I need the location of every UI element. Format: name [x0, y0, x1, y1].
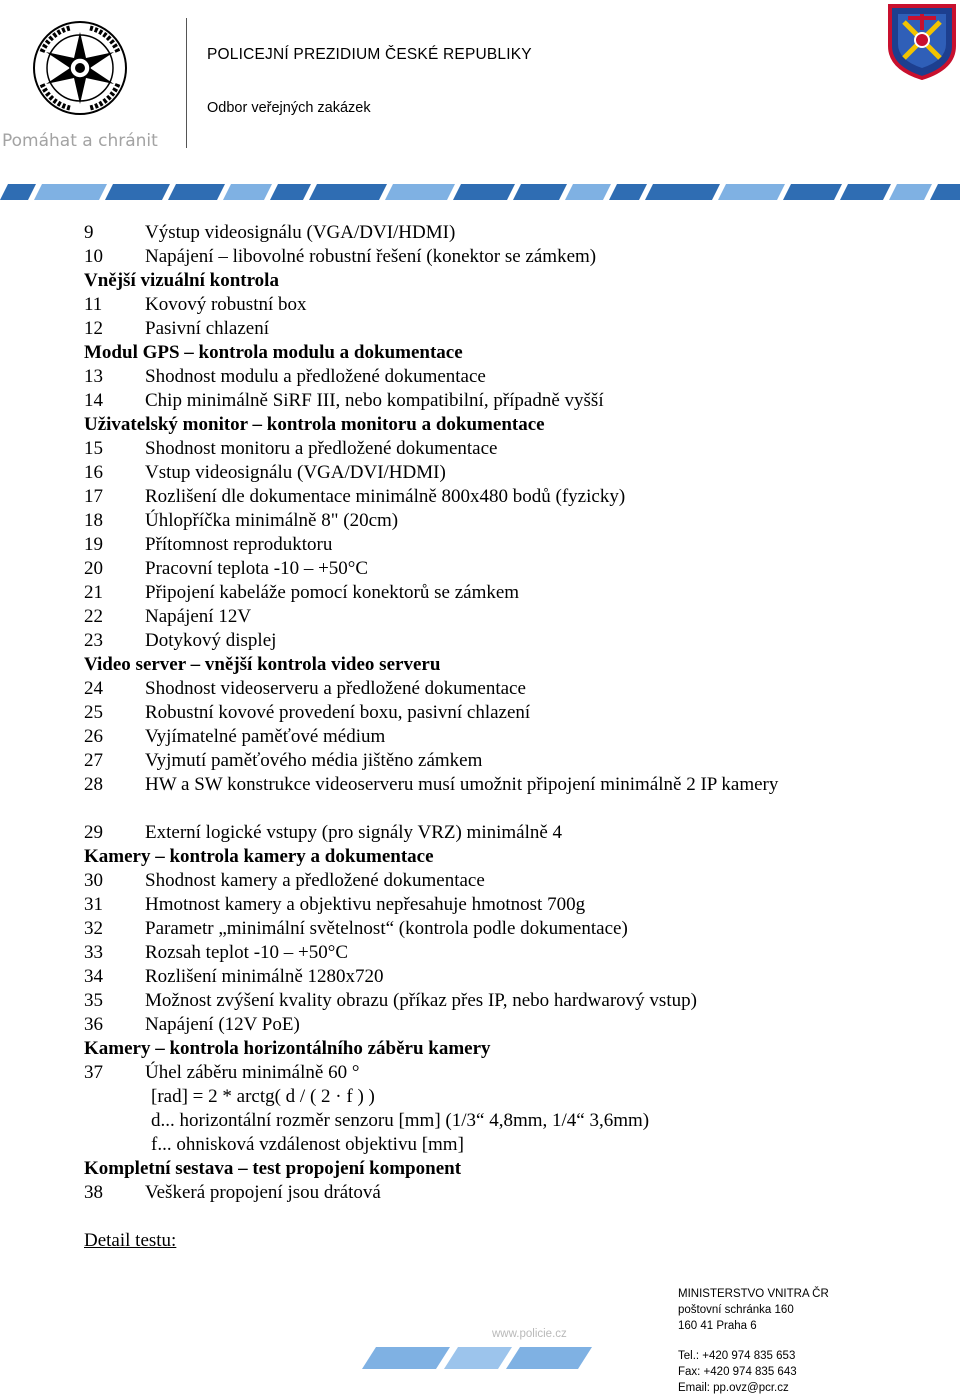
item-text: Rozlišení dle dokumentace minimálně 800x480 bodů (fyzicky) — [145, 486, 626, 507]
item-number: 18 — [84, 510, 103, 531]
item-number: 33 — [84, 942, 103, 963]
checklist-item — [84, 917, 944, 941]
checklist-item — [84, 317, 944, 341]
stripe-segment — [930, 184, 960, 200]
item-text: Shodnost modulu a předložené dokumentace — [145, 366, 486, 387]
item-text: Přítomnost reproduktoru — [145, 534, 333, 555]
checklist-item — [84, 701, 944, 725]
section-heading: Kompletní sestava – test propojení komponent — [84, 1158, 462, 1179]
item-text: Kovový robustní box — [145, 294, 307, 315]
footer-address-line: 160 41 Praha 6 — [678, 1320, 757, 1332]
item-number: 21 — [84, 582, 103, 603]
item-number: 15 — [84, 438, 103, 459]
stripe-segment — [105, 184, 170, 200]
checklist-item — [84, 581, 944, 605]
item-text: Shodnost monitoru a předložené dokumentace — [145, 438, 498, 459]
stripe-segment — [513, 184, 567, 200]
footer-email: Email: pp.ovz@pcr.cz — [678, 1382, 789, 1394]
checklist-item — [84, 629, 944, 653]
item-text: Napájení – libovolné robustní řešení (konektor se zámkem) — [145, 246, 597, 267]
footer-address — [678, 1286, 829, 1334]
header-divider — [186, 18, 187, 148]
detail-label — [84, 1229, 944, 1253]
stripe-segment — [565, 184, 611, 200]
item-number: 13 — [84, 366, 103, 387]
item-text: Rozsah teplot -10 – +50°C — [145, 942, 349, 963]
item-text: Shodnost kamery a předložené dokumentace — [145, 870, 485, 891]
stripe-segment — [0, 184, 36, 200]
checklist-item — [84, 533, 944, 557]
item-text: Shodnost videoserveru a předložené dokumentace — [145, 678, 526, 699]
item-number: 23 — [84, 630, 103, 651]
formula-line — [84, 1133, 944, 1157]
checklist-item — [84, 989, 944, 1013]
page-title: POLICEJNÍ PREZIDIUM ČESKÉ REPUBLIKY — [207, 46, 532, 63]
item-text: Napájení (12V PoE) — [145, 1014, 300, 1035]
item-text: Pracovní teplota -10 – +50°C — [145, 558, 369, 579]
checklist-item — [84, 605, 944, 629]
checklist-item — [84, 773, 944, 797]
checklist-item — [84, 365, 944, 389]
checklist-item — [84, 461, 944, 485]
footer-address-line: poštovní schránka 160 — [678, 1304, 794, 1316]
footer-address-line: MINISTERSTVO VNITRA ČR — [678, 1288, 829, 1300]
item-number: 24 — [84, 678, 103, 699]
item-text: Robustní kovové provedení boxu, pasivní chlazení — [145, 702, 531, 723]
checklist-item — [84, 485, 944, 509]
item-number: 36 — [84, 1014, 103, 1035]
item-text: Parametr „minimální světelnost“ (kontrola podle dokumentace) — [145, 918, 628, 939]
item-text: Úhel záběru minimálně 60 ° — [145, 1062, 360, 1083]
checklist-item — [84, 509, 944, 533]
item-text: Hmotnost kamery a objektivu nepřesahuje hmotnost 700g — [145, 894, 586, 915]
ministry-shield-crest-icon — [886, 2, 958, 80]
stripe-segment — [840, 184, 891, 200]
tagline: Pomáhat a chránit — [2, 131, 158, 151]
checklist-item — [84, 725, 944, 749]
stripe-segment — [309, 184, 387, 200]
detail-label-text: Detail testu: — [84, 1230, 177, 1251]
footer-contact — [678, 1348, 797, 1396]
section-heading: Video server – vnější kontrola video serveru — [84, 654, 441, 675]
item-number: 26 — [84, 726, 103, 747]
checklist-item — [84, 1013, 944, 1037]
item-text: Vstup videosignálu (VGA/DVI/HDMI) — [145, 462, 446, 483]
item-number: 12 — [84, 318, 103, 339]
item-text: Napájení 12V — [145, 606, 252, 627]
item-text: Rozlišení minimálně 1280x720 — [145, 966, 384, 987]
item-text: Chip minimálně SiRF III, nebo kompatibilní, případně vyšší — [145, 390, 604, 411]
stripe-segment — [783, 184, 842, 200]
checklist-item — [84, 389, 944, 413]
item-number: 31 — [84, 894, 103, 915]
checklist-item — [84, 677, 944, 701]
item-number: 20 — [84, 558, 103, 579]
spacer — [84, 1205, 944, 1229]
spacer — [84, 797, 944, 821]
checklist-item — [84, 869, 944, 893]
stripe-segment — [385, 184, 455, 200]
checklist-item — [84, 941, 944, 965]
formula-text: f... ohnisková vzdálenost objektivu [mm] — [151, 1134, 464, 1155]
item-number: 37 — [84, 1062, 103, 1083]
checklist-item — [84, 821, 944, 845]
test-checklist — [84, 221, 944, 1253]
item-text: Výstup videosignálu (VGA/DVI/HDMI) — [145, 222, 456, 243]
section-heading: Kamery – kontrola horizontálního záběru kamery — [84, 1038, 491, 1059]
item-text: Vyjímatelné paměťové médium — [145, 726, 386, 747]
stripe-segment — [270, 184, 311, 200]
footer-phone: Tel.: +420 974 835 653 — [678, 1350, 796, 1362]
checklist-item — [84, 1061, 944, 1085]
formula-text: [rad] = 2 * arctg( d / ( 2 · f ) ) — [151, 1086, 375, 1107]
item-text: HW a SW konstrukce videoserveru musí umožnit připojení minimálně 2 IP kamery — [145, 774, 779, 795]
checklist-item — [84, 749, 944, 773]
formula-line — [84, 1109, 944, 1133]
stripe-segment — [645, 184, 720, 200]
item-number: 10 — [84, 246, 103, 267]
checklist-item — [84, 437, 944, 461]
item-number: 28 — [84, 774, 103, 795]
section-heading: Uživatelský monitor – kontrola monitoru a dokumentace — [84, 414, 545, 435]
item-text: Externí logické vstupy (pro signály VRZ) minimálně 4 — [145, 822, 563, 843]
checklist-item — [84, 293, 944, 317]
item-number: 29 — [84, 822, 103, 843]
checklist-item — [84, 965, 944, 989]
footer-url: www.policie.cz — [492, 1328, 567, 1340]
stripe-segment — [223, 184, 272, 200]
item-number: 9 — [84, 222, 94, 243]
item-number: 38 — [84, 1182, 103, 1203]
item-text: Dotykový displej — [145, 630, 277, 651]
item-text: Pasivní chlazení — [145, 318, 269, 339]
stripe-segment — [609, 184, 647, 200]
checklist-item — [84, 1181, 944, 1205]
stripe-segment — [453, 184, 515, 200]
item-number: 34 — [84, 966, 103, 987]
stripe-segment — [889, 184, 932, 200]
checklist-item — [84, 245, 944, 269]
item-number: 35 — [84, 990, 103, 1011]
item-number: 16 — [84, 462, 103, 483]
item-number: 19 — [84, 534, 103, 555]
checklist-item — [84, 893, 944, 917]
footer-fax: Fax: +420 974 835 643 — [678, 1366, 797, 1378]
stripe-segment — [34, 184, 107, 200]
item-number: 22 — [84, 606, 103, 627]
item-number: 30 — [84, 870, 103, 891]
item-number: 32 — [84, 918, 103, 939]
item-text: Možnost zvýšení kvality obrazu (příkaz přes IP, nebo hardwarový vstup) — [145, 990, 697, 1011]
item-text: Úhlopříčka minimálně 8" (20cm) — [145, 510, 399, 531]
item-number: 11 — [84, 294, 103, 315]
header-stripe — [0, 184, 960, 200]
item-text: Vyjmutí paměťového média jištěno zámkem — [145, 750, 483, 771]
section-heading: Vnější vizuální kontrola — [84, 270, 279, 291]
item-number: 14 — [84, 390, 103, 411]
footer-stripe — [362, 1347, 592, 1369]
checklist-item — [84, 557, 944, 581]
item-text: Připojení kabeláže pomocí konektorů se zámkem — [145, 582, 520, 603]
section-heading: Kamery – kontrola kamery a dokumentace — [84, 846, 434, 867]
item-number: 27 — [84, 750, 103, 771]
section-heading: Modul GPS – kontrola modulu a dokumentace — [84, 342, 463, 363]
stripe-segment — [168, 184, 225, 200]
item-number: 17 — [84, 486, 103, 507]
police-star-emblem-icon — [30, 18, 130, 118]
item-text: Veškerá propojení jsou drátová — [145, 1182, 381, 1203]
stripe-segment — [718, 184, 785, 200]
checklist-item — [84, 221, 944, 245]
formula-text: d... horizontální rozměr senzoru [mm] (1/3“ 4,8mm, 1/4“ 3,6mm) — [151, 1110, 650, 1131]
item-number: 25 — [84, 702, 103, 723]
formula-line — [84, 1085, 944, 1109]
page-subtitle: Odbor veřejných zakázek — [207, 100, 371, 116]
